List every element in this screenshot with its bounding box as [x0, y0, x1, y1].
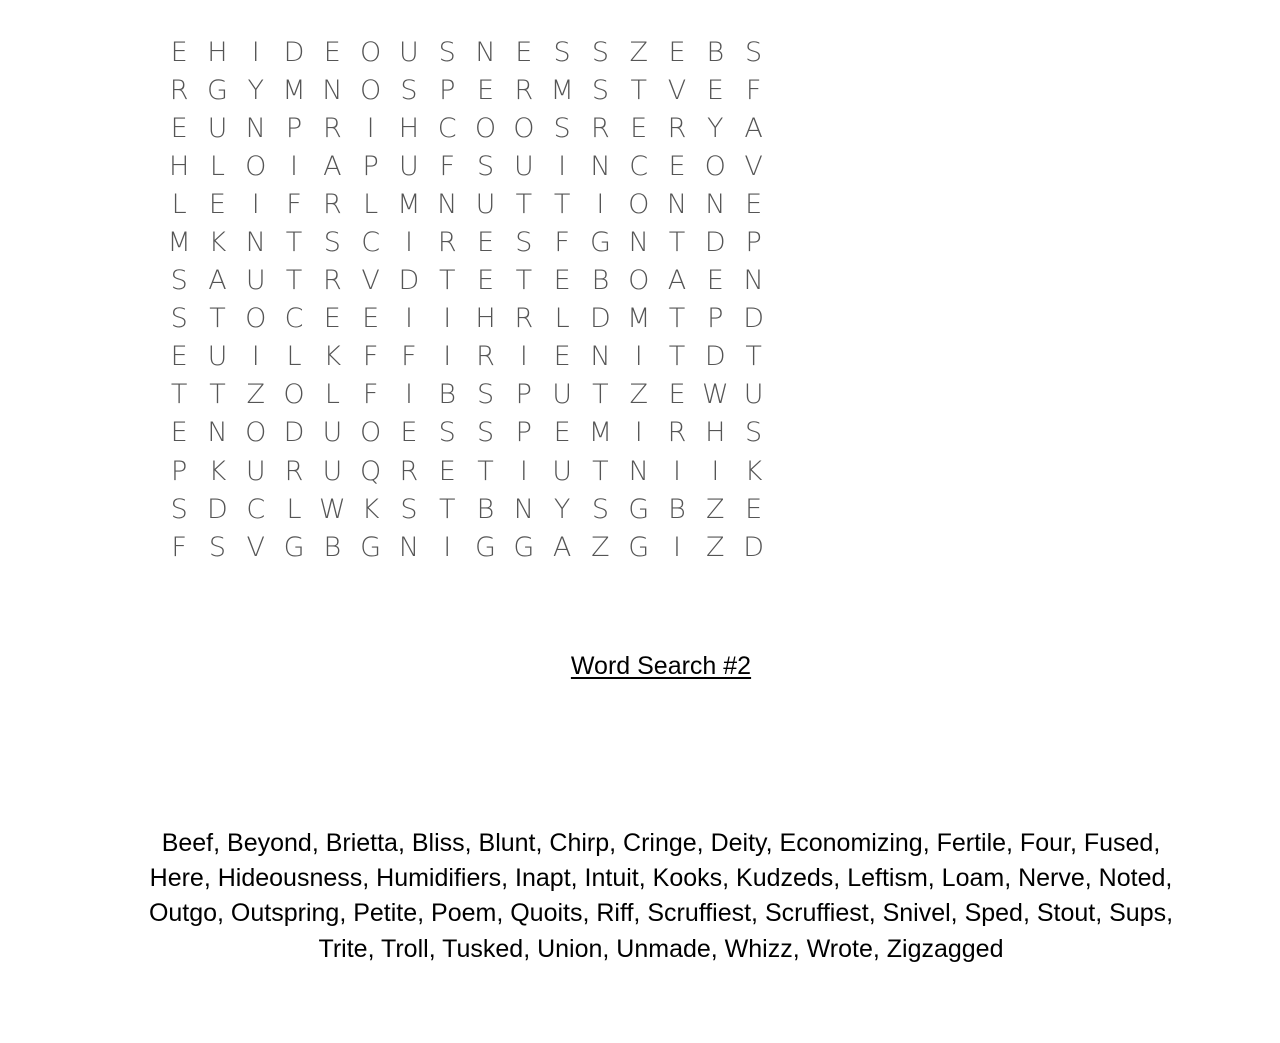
grid-cell: O — [245, 303, 267, 335]
grid-cell: O — [628, 188, 650, 220]
grid-cell: A — [208, 265, 227, 297]
grid-cell: I — [251, 188, 260, 220]
grid-cell: U — [322, 417, 343, 449]
grid-cell: S — [591, 74, 609, 106]
grid-cell: D — [704, 341, 726, 373]
word-list: Beef, Beyond, Brietta, Bliss, Blunt, Chirp, Cringe, Deity, Economizing, Fertile, Four, Fused, Here, Hideousness, Humidifiers, Inapt, Intuit, Kooks, Kudzeds, Leftism, Loam, Nerve, Noted, Outgo, Outspring, Petite, Poem, Quoits, Riff, Scruffiest, Scruffiest, Snivel, Sped, Stout, Sups, Trite, Troll, Tusked, Union, Unmade, Whizz, Wrote, Zigzagged — [148, 829, 1174, 963]
grid-cell: O — [245, 150, 267, 182]
grid-cell: M — [282, 74, 306, 106]
grid-cell: S — [745, 417, 763, 449]
grid-cell: T — [553, 188, 571, 220]
grid-cell: G — [206, 74, 228, 106]
grid-cell: N — [245, 112, 266, 144]
grid-cell: I — [634, 417, 643, 449]
grid-cell: C — [361, 227, 381, 259]
grid-cell: E — [208, 188, 226, 220]
grid-cell: M — [167, 227, 191, 259]
grid-cell: P — [707, 303, 724, 335]
grid-cell: G — [628, 493, 650, 525]
grid-cell: I — [404, 227, 413, 259]
grid-cell: S — [515, 227, 533, 259]
grid-cell: S — [745, 36, 763, 68]
grid-cell: P — [171, 455, 188, 487]
grid-cell: D — [590, 303, 611, 335]
grid-cell: U — [743, 379, 764, 411]
grid-cell: A — [744, 112, 763, 144]
grid-cell: R — [476, 341, 495, 373]
grid-cell: E — [668, 150, 686, 182]
grid-cell: I — [366, 112, 375, 144]
grid-cell: T — [209, 379, 226, 411]
grid-cell: Y — [553, 493, 571, 525]
grid-cell: E — [668, 379, 686, 411]
grid-cell: F — [286, 188, 302, 220]
grid-cell: S — [476, 150, 495, 182]
grid-cell: P — [515, 379, 532, 411]
grid-cell: S — [400, 493, 418, 525]
grid-cell: S — [170, 265, 188, 297]
grid-cell: I — [558, 150, 567, 182]
grid-cell: Y — [707, 112, 724, 144]
grid-cell: P — [745, 227, 762, 259]
grid-cell: F — [362, 379, 379, 411]
grid-cell: K — [208, 455, 227, 487]
grid-cell: Y — [247, 74, 264, 106]
grid-cell: H — [475, 303, 496, 335]
grid-cell: F — [439, 150, 455, 182]
grid-cell: K — [744, 455, 763, 487]
grid-cell: E — [323, 303, 341, 335]
grid-cell: R — [169, 74, 189, 106]
grid-cell: I — [443, 531, 452, 563]
grid-cell: B — [668, 493, 686, 525]
grid-cell: S — [208, 531, 227, 563]
grid-cell: G — [628, 531, 650, 563]
grid-cell: V — [246, 531, 265, 563]
grid-cell: S — [438, 36, 456, 68]
grid-cell: O — [474, 112, 497, 144]
grid-cell: T — [438, 265, 456, 297]
grid-cell: T — [515, 188, 533, 220]
grid-cell: E — [170, 36, 188, 68]
grid-cell: L — [324, 379, 340, 411]
grid-cell: O — [360, 74, 382, 106]
grid-cell: B — [706, 36, 725, 68]
grid-cell: E — [170, 341, 188, 373]
grid-cell: E — [476, 227, 495, 259]
grid-cell: N — [513, 493, 534, 525]
grid-cell: F — [171, 531, 187, 563]
grid-cell: E — [323, 36, 341, 68]
grid-cell: O — [704, 150, 726, 182]
grid-cell: N — [475, 36, 496, 68]
grid-cell: I — [634, 341, 643, 373]
grid-cell: N — [245, 227, 266, 259]
grid-cell: U — [322, 455, 343, 487]
grid-cell: P — [515, 417, 532, 449]
grid-cell: G — [513, 531, 535, 563]
grid-cell: L — [286, 493, 302, 525]
grid-cell: N — [666, 188, 688, 220]
grid-cell: N — [628, 227, 649, 259]
grid-cell: S — [170, 493, 188, 525]
grid-cell: O — [513, 112, 535, 144]
grid-cell: I — [519, 341, 528, 373]
grid-cell: R — [322, 188, 342, 220]
grid-cell: B — [476, 493, 495, 525]
grid-cell: T — [745, 341, 762, 373]
grid-cell: R — [591, 112, 610, 144]
grid-cell: T — [285, 265, 303, 297]
grid-cell: T — [285, 227, 303, 259]
grid-cell: S — [553, 112, 571, 144]
grid-cell: G — [360, 531, 382, 563]
grid-cell: V — [667, 74, 687, 106]
grid-cell: C — [629, 150, 649, 182]
grid-cell: Z — [591, 531, 610, 563]
grid-cell: T — [630, 74, 647, 106]
grid-cell: L — [554, 303, 570, 335]
grid-cell: G — [589, 227, 611, 259]
grid-cell: A — [552, 531, 572, 563]
grid-cell: R — [399, 455, 419, 487]
grid-cell: I — [673, 531, 681, 563]
grid-cell: D — [207, 493, 228, 525]
grid-cell: S — [591, 493, 609, 525]
grid-cell: E — [745, 493, 763, 525]
grid-cell: I — [443, 341, 452, 373]
grid-cell: R — [514, 303, 534, 335]
grid-cell: R — [514, 74, 534, 106]
grid-cell: O — [360, 417, 382, 449]
grid-cell: E — [362, 303, 380, 335]
grid-cell: T — [170, 379, 188, 411]
grid-cell: S — [438, 417, 456, 449]
grid-cell: O — [628, 265, 650, 297]
grid-cell: U — [552, 455, 572, 487]
grid-cell: V — [744, 150, 763, 182]
grid-cell: N — [207, 417, 228, 449]
grid-cell: D — [283, 36, 305, 68]
grid-cell: I — [443, 303, 452, 335]
grid-cell: U — [207, 341, 228, 373]
grid-cell: T — [592, 455, 609, 487]
grid-cell: U — [245, 455, 266, 487]
grid-cell: I — [404, 303, 413, 335]
grid-cell: T — [477, 455, 494, 487]
grid-cell: P — [362, 150, 379, 182]
grid-cell: N — [705, 188, 726, 220]
grid-cell: R — [322, 112, 342, 144]
grid-cell: C — [246, 493, 266, 525]
grid-cell: E — [476, 74, 495, 106]
grid-cell: O — [245, 417, 267, 449]
grid-cell: F — [745, 74, 762, 106]
grid-cell: I — [673, 455, 681, 487]
grid-cell: N — [590, 150, 611, 182]
grid-cell: U — [552, 379, 572, 411]
grid-cell: T — [668, 341, 686, 373]
grid-cell: R — [437, 227, 457, 259]
grid-cell: U — [399, 150, 419, 182]
grid-cell: E — [668, 36, 686, 68]
grid-cell: U — [513, 150, 534, 182]
grid-cell: I — [519, 455, 528, 487]
grid-cell: U — [207, 112, 228, 144]
grid-cell: L — [171, 188, 187, 220]
grid-cell: L — [363, 188, 379, 220]
grid-cell: I — [711, 455, 720, 487]
grid-cell: E — [170, 112, 188, 144]
grid-cell: N — [398, 531, 420, 563]
grid-cell: I — [251, 341, 260, 373]
grid-cell: N — [437, 188, 458, 220]
grid-cell: U — [399, 36, 419, 68]
grid-cell: L — [209, 150, 225, 182]
grid-cell: E — [476, 265, 495, 297]
grid-cell: N — [743, 265, 764, 297]
grid-cell: S — [553, 36, 571, 68]
grid-cell: G — [283, 531, 305, 563]
grid-cell: M — [397, 188, 421, 220]
grid-cell: R — [284, 455, 304, 487]
grid-cell: E — [438, 455, 456, 487]
grid-cell: D — [283, 417, 305, 449]
grid-cell: Z — [246, 379, 265, 411]
grid-cell: T — [438, 493, 456, 525]
grid-cell: Z — [629, 36, 648, 68]
grid-cell: Z — [706, 531, 725, 563]
grid-cell: K — [323, 341, 342, 373]
grid-cell: T — [592, 379, 609, 411]
grid-cell: M — [588, 417, 613, 449]
grid-cell: R — [322, 265, 342, 297]
grid-cell: N — [590, 341, 611, 373]
grid-cell: A — [667, 265, 687, 297]
grid-cell: R — [667, 417, 687, 449]
grid-cell: U — [245, 265, 266, 297]
grid-cell: S — [476, 417, 495, 449]
grid-cell: E — [745, 188, 763, 220]
grid-cell: N — [628, 455, 649, 487]
grid-cell: H — [705, 417, 726, 449]
grid-cell: O — [360, 36, 382, 68]
grid-cell: S — [476, 379, 495, 411]
grid-cell: M — [550, 74, 574, 106]
grid-cell: E — [515, 36, 533, 68]
grid-cell: D — [704, 227, 726, 259]
grid-cell: S — [323, 227, 341, 259]
grid-cell: E — [706, 265, 724, 297]
puzzle-title: Word Search #2 — [570, 652, 752, 680]
grid-cell: I — [404, 379, 413, 411]
grid-cell: Z — [629, 379, 648, 411]
grid-cell: B — [323, 531, 342, 563]
grid-cell: I — [251, 36, 260, 68]
grid-cell: K — [208, 227, 227, 259]
grid-cell: C — [437, 112, 457, 144]
grid-cell: L — [286, 341, 302, 373]
grid-cell: F — [554, 227, 570, 259]
grid-cell: F — [362, 341, 379, 373]
grid-cell: E — [400, 417, 418, 449]
grid-cell: T — [209, 303, 226, 335]
grid-cell: N — [322, 74, 343, 106]
grid-cell: S — [170, 303, 188, 335]
grid-cell: H — [207, 36, 228, 68]
grid-cell: E — [553, 341, 571, 373]
letter-grid — [160, 33, 773, 566]
grid-cell: T — [668, 303, 686, 335]
grid-cell: W — [701, 379, 729, 411]
grid-cell: G — [475, 531, 496, 563]
grid-cell: E — [706, 74, 724, 106]
grid-cell: E — [553, 265, 571, 297]
grid-cell: Z — [706, 493, 725, 525]
grid-cell: D — [743, 303, 764, 335]
grid-cell: Q — [360, 455, 382, 487]
grid-cell: D — [743, 531, 764, 563]
grid-cell: T — [515, 265, 533, 297]
grid-cell: H — [168, 150, 190, 182]
grid-cell: W — [318, 493, 346, 525]
grid-cell: H — [398, 112, 420, 144]
grid-cell: S — [591, 36, 609, 68]
grid-cell: D — [398, 265, 420, 297]
grid-cell: B — [591, 265, 610, 297]
grid-cell: O — [283, 379, 305, 411]
grid-cell: S — [400, 74, 418, 106]
grid-cell: V — [361, 265, 380, 297]
grid-cell: U — [475, 188, 496, 220]
grid-cell: E — [170, 417, 188, 449]
grid-cell: I — [290, 150, 299, 182]
grid-cell: E — [553, 417, 571, 449]
grid-cell: A — [323, 150, 342, 182]
grid-cell: T — [668, 227, 686, 259]
grid-cell: K — [361, 493, 380, 525]
grid-cell: M — [627, 303, 651, 335]
grid-cell: P — [285, 112, 303, 144]
grid-cell: C — [284, 303, 304, 335]
grid-cell: F — [401, 341, 417, 373]
grid-cell: R — [667, 112, 687, 144]
grid-cell: E — [630, 112, 648, 144]
grid-cell: P — [439, 74, 456, 106]
grid-cell: I — [596, 188, 605, 220]
grid-cell: B — [438, 379, 457, 411]
